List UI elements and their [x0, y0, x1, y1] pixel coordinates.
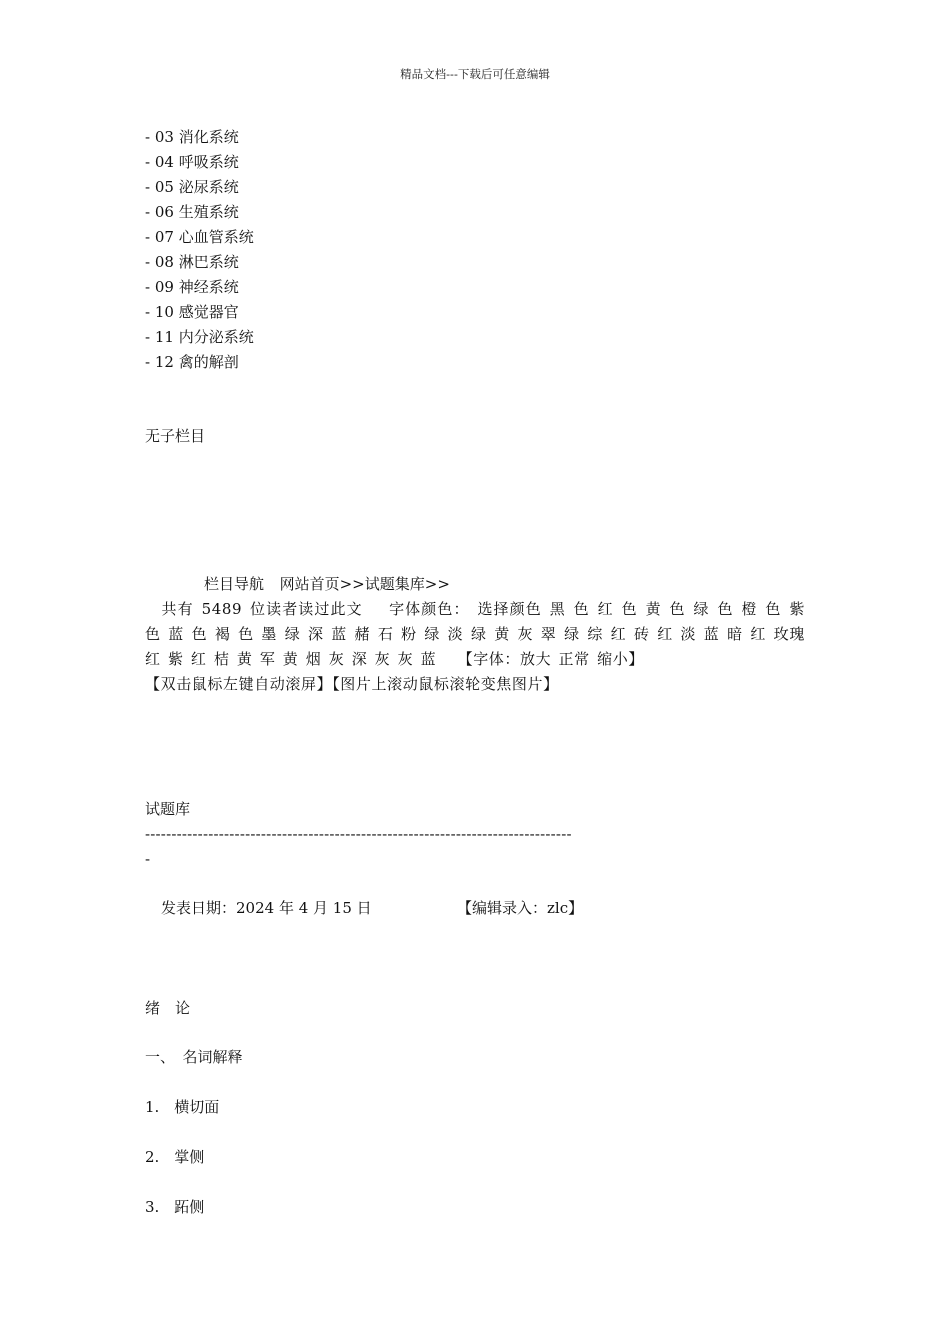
section-title: 试题库 — [145, 800, 191, 818]
image-zoom-tip: 【图片上滚动鼠标滚轮变焦图片】 — [332, 675, 559, 693]
divider-line-tail: - — [145, 850, 151, 868]
color-options[interactable]: 选择颜色 黑 色 红 色 黄 色 绿 色 橙 色 紫 色 蓝 色 褐 色 墨 绿 深 蓝 赭 石 粉 绿 淡 绿 黄 灰 翠 绿 综 红 砖 红 淡 蓝 暗 红 玫瑰红 紫 红 桔 黄 军 黄 烟 灰 深 灰 灰 蓝 — [145, 600, 805, 668]
category-link[interactable]: - 11 内分泌系统 — [145, 328, 254, 346]
category-link[interactable]: - 10 感觉器官 — [145, 303, 239, 321]
breadcrumb-label: 栏目导航 — [204, 575, 265, 593]
publish-date: 发表日期：2024 年 4 月 15 日 — [161, 899, 372, 917]
breadcrumb-home-link[interactable]: 网站首页 — [279, 575, 340, 593]
reader-toolbar — [145, 597, 805, 697]
part-title: 一、 名词解释 — [145, 1048, 243, 1066]
divider-line: --------------------------------------------------------------------------------- — [145, 825, 572, 843]
question-item: 1. 横切面 — [145, 1098, 220, 1116]
editor-info: 【编辑录入：zlc】 — [457, 899, 584, 917]
category-link[interactable]: - 05 泌尿系统 — [145, 178, 239, 196]
no-subcolumn-text: 无子栏目 — [145, 427, 206, 445]
breadcrumb-separator: >> — [339, 575, 365, 593]
category-link[interactable]: - 09 神经系统 — [145, 278, 239, 296]
font-color-label: 字体颜色： — [388, 600, 470, 618]
category-link[interactable]: - 03 消化系统 — [145, 128, 239, 146]
category-link[interactable]: - 04 呼吸系统 — [145, 153, 239, 171]
category-list — [145, 125, 254, 375]
category-link[interactable]: - 06 生殖系统 — [145, 203, 239, 221]
category-link[interactable]: - 07 心血管系统 — [145, 228, 254, 246]
breadcrumb-separator: >> — [424, 575, 450, 593]
category-link[interactable]: - 12 禽的解剖 — [145, 353, 239, 371]
reader-count: 共有 5489 位读者读过此文 — [161, 600, 363, 618]
auto-scroll-tip: 【双击鼠标左键自动滚屏】 — [145, 675, 333, 693]
question-item: 3. 跖侧 — [145, 1198, 205, 1216]
page-header: 精品文档---下载后可任意编辑 — [400, 67, 550, 81]
category-link[interactable]: - 08 淋巴系统 — [145, 253, 239, 271]
content-heading: 绪 论 — [145, 999, 191, 1017]
breadcrumb-library-link[interactable]: 试题集库 — [364, 575, 425, 593]
breadcrumb — [204, 572, 450, 597]
font-size-controls[interactable]: 【字体：放大 正常 缩小】 — [457, 650, 644, 668]
question-item: 2. 掌侧 — [145, 1148, 205, 1166]
